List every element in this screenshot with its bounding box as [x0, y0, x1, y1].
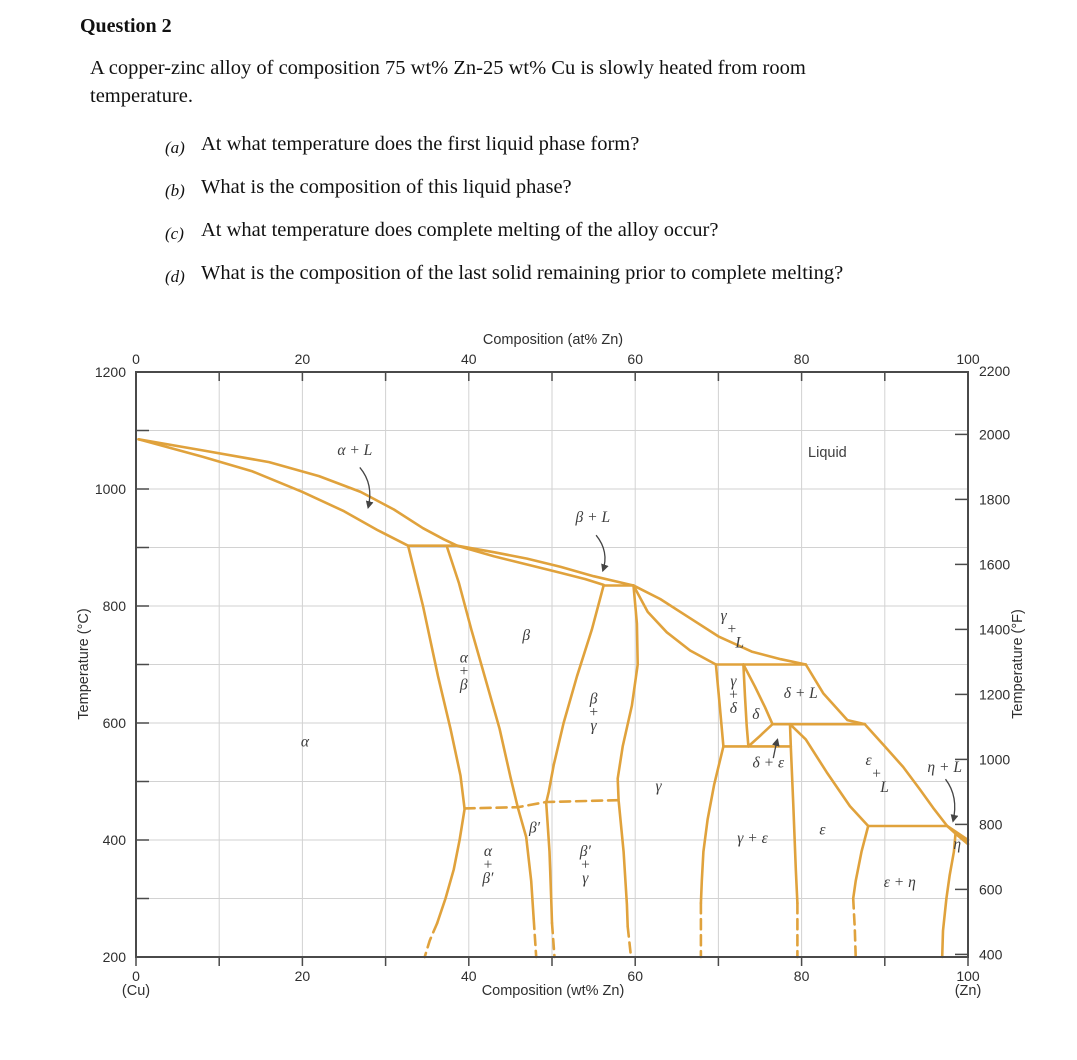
annotation-arrow-beta-plus-l	[596, 535, 605, 571]
y-tick-label-celsius: 200	[102, 949, 126, 965]
question-intro-line: temperature.	[90, 85, 194, 107]
phase-label-gamma-plus-eps	[737, 830, 768, 847]
chart-element: γ	[582, 869, 589, 887]
chart-element: +	[871, 765, 882, 783]
boundary-gamma-solidus	[634, 586, 716, 665]
x-tick-label-top: 20	[294, 351, 311, 367]
y-tick-label-fahrenheit: 1400	[979, 621, 1011, 638]
chart-element: β′	[528, 819, 541, 837]
phase-label-alpha-plus-l	[337, 442, 372, 459]
chart-element: +	[726, 621, 737, 639]
phase-label-liquid	[808, 445, 847, 461]
chart-element: η	[953, 835, 962, 853]
chart-element: γ	[730, 673, 737, 691]
y-tick-label-fahrenheit: 400	[979, 946, 1003, 963]
chart-element: δ + L	[783, 684, 818, 702]
y-tick-label-fahrenheit: 2200	[979, 363, 1011, 379]
y-tick-label-celsius: 1000	[94, 481, 126, 497]
x-tick-label-bottom: 60	[627, 968, 643, 984]
y-tick-label-celsius: 800	[102, 598, 126, 614]
x-tick-label-bottom: 100	[956, 968, 980, 984]
chart-element: +	[580, 856, 591, 874]
annotation-arrow-alpha-plus-l	[360, 467, 370, 507]
y-tick-label-fahrenheit: 1800	[979, 491, 1011, 508]
chart-element: α	[483, 842, 492, 860]
part-text: At what temperature does complete melting of the alloy occur?	[201, 219, 719, 241]
chart-element: L	[880, 779, 889, 797]
x-tick-label-top: 40	[461, 351, 477, 367]
x-tick-label-bottom: 40	[461, 968, 477, 984]
phase-label-beta-plus-l	[575, 509, 611, 526]
y-tick-label-fahrenheit: 1600	[979, 556, 1011, 573]
cu-end-label: (Cu)	[121, 983, 151, 999]
chart-element: ε + η	[883, 873, 916, 891]
chart-element: δ + ε	[752, 754, 785, 772]
phase-label-beta-prime	[528, 819, 541, 836]
boundary-delta-left	[743, 665, 748, 747]
boundary-eps-right	[853, 826, 868, 899]
chart-element: α + L	[337, 442, 373, 460]
phase-label-delta-plus-l	[784, 685, 818, 702]
boundary-eps-right-low	[853, 899, 856, 958]
phase-label-beta	[521, 627, 530, 644]
part-marker: (a)	[165, 138, 185, 157]
part-marker: (d)	[165, 267, 185, 286]
phase-label-delta-plus-eps	[753, 755, 785, 772]
x-tick-label-bottom: 80	[793, 968, 810, 984]
phase-label-gamma-plus-l	[721, 608, 744, 652]
boundary-beta-order-line	[465, 800, 619, 808]
x-tick-label-top: 0	[132, 351, 140, 367]
chart-element: δ	[752, 705, 760, 723]
part-marker: (b)	[165, 181, 185, 200]
y-tick-label-celsius: 600	[102, 715, 126, 731]
phase-label-beta-plus-gamma	[588, 691, 598, 735]
axis-title-top: Composition (at% Zn)	[482, 332, 624, 348]
y-tick-label-fahrenheit: 1000	[979, 751, 1011, 768]
chart-element: +	[482, 856, 494, 874]
boundary-liquidus-beta	[457, 546, 633, 586]
chart-element: η + L	[927, 759, 962, 777]
chart-element: +	[588, 704, 599, 722]
chart-element: ε	[865, 752, 872, 770]
x-tick-label-bottom: 0	[132, 968, 140, 984]
part-text: What is the composition of this liquid phase?	[201, 176, 572, 198]
y-tick-label-fahrenheit: 2000	[979, 426, 1011, 443]
phase-label-gamma	[655, 778, 662, 795]
phase-label-eta	[953, 836, 961, 853]
chart-element: +	[458, 663, 470, 681]
boundary-alpha-solvus	[408, 546, 465, 923]
phase-label-alpha-plus-beta	[459, 650, 469, 694]
question-heading: Question 2	[80, 15, 172, 37]
boundary-beta-solidus	[457, 546, 603, 585]
y-tick-label-fahrenheit: 800	[979, 816, 1003, 833]
boundary-gamma-right-lower	[701, 746, 724, 903]
chart-element: +	[728, 686, 739, 704]
chart-element: β	[459, 676, 468, 694]
chart-element: γ	[655, 777, 662, 795]
boundary-beta-left-low	[534, 919, 537, 957]
question-intro-line: A copper-zinc alloy of composition 75 wt% Zn-25 wt% Cu is slowly heated from room	[90, 57, 806, 79]
chart-element: γ + ε	[737, 829, 768, 847]
phase-label-eta-plus-l	[927, 759, 962, 776]
chart-element: α	[459, 649, 468, 667]
phase-label-beta-prime-plus-gamma	[579, 843, 592, 887]
boundary-gamma-left-low	[628, 927, 631, 957]
chart-element: β	[522, 626, 531, 644]
x-tick-label-bottom: 20	[294, 968, 311, 984]
chart-element: γ	[590, 717, 597, 735]
boundary-alpha-solvus-low	[425, 923, 438, 957]
annotation-arrow-eta-plus-l	[946, 779, 955, 821]
phase-label-eps-plus-eta	[884, 874, 916, 891]
x-tick-label-top: 80	[793, 351, 810, 367]
chart-element: Liquid	[808, 444, 847, 461]
part-text: What is the composition of the last solid remaining prior to complete melting?	[201, 262, 844, 284]
phase-label-alpha-plus-beta-prime	[481, 843, 494, 887]
boundary-delta-eps-edge	[748, 724, 772, 746]
x-tick-label-top: 60	[627, 351, 643, 367]
y-tick-label-fahrenheit: 1200	[979, 686, 1011, 703]
axis-title-bottom: Composition (wt% Zn)	[481, 983, 625, 999]
boundary-beta-right	[546, 586, 603, 924]
y-axis-title-left: Temperature (°C)	[76, 608, 92, 720]
phase-label-alpha	[301, 733, 310, 750]
chart-element: δ	[729, 700, 738, 718]
y-axis-title-right: Temperature (°F)	[1010, 609, 1026, 719]
boundary-gamma-right-upper	[716, 665, 724, 747]
phase-label-gamma-plus-delta	[728, 673, 738, 717]
chart-element: β′	[482, 869, 494, 887]
zn-end-label: (Zn)	[954, 983, 982, 999]
chart-element: L	[735, 634, 745, 652]
boundary-eps-left	[790, 724, 797, 903]
y-tick-label-celsius: 400	[102, 832, 126, 848]
chart-element: β	[589, 690, 598, 708]
chart-element: ε	[819, 821, 826, 839]
chart-element: β′	[579, 842, 591, 860]
phase-label-eps-plus-l	[865, 752, 888, 796]
boundary-liquidus-alpha	[139, 439, 458, 545]
part-text: At what temperature does the first liquid phase form?	[201, 133, 640, 155]
y-tick-label-fahrenheit: 600	[979, 881, 1003, 898]
part-marker: (c)	[165, 224, 184, 243]
chart-element: γ	[720, 607, 727, 625]
y-tick-label-celsius: 1200	[94, 364, 126, 380]
x-tick-label-top: 100	[956, 351, 980, 367]
phase-label-eps	[819, 822, 826, 839]
phase-label-delta	[752, 706, 760, 723]
chart-element: β + L	[575, 508, 611, 526]
chart-element: α	[300, 733, 309, 751]
